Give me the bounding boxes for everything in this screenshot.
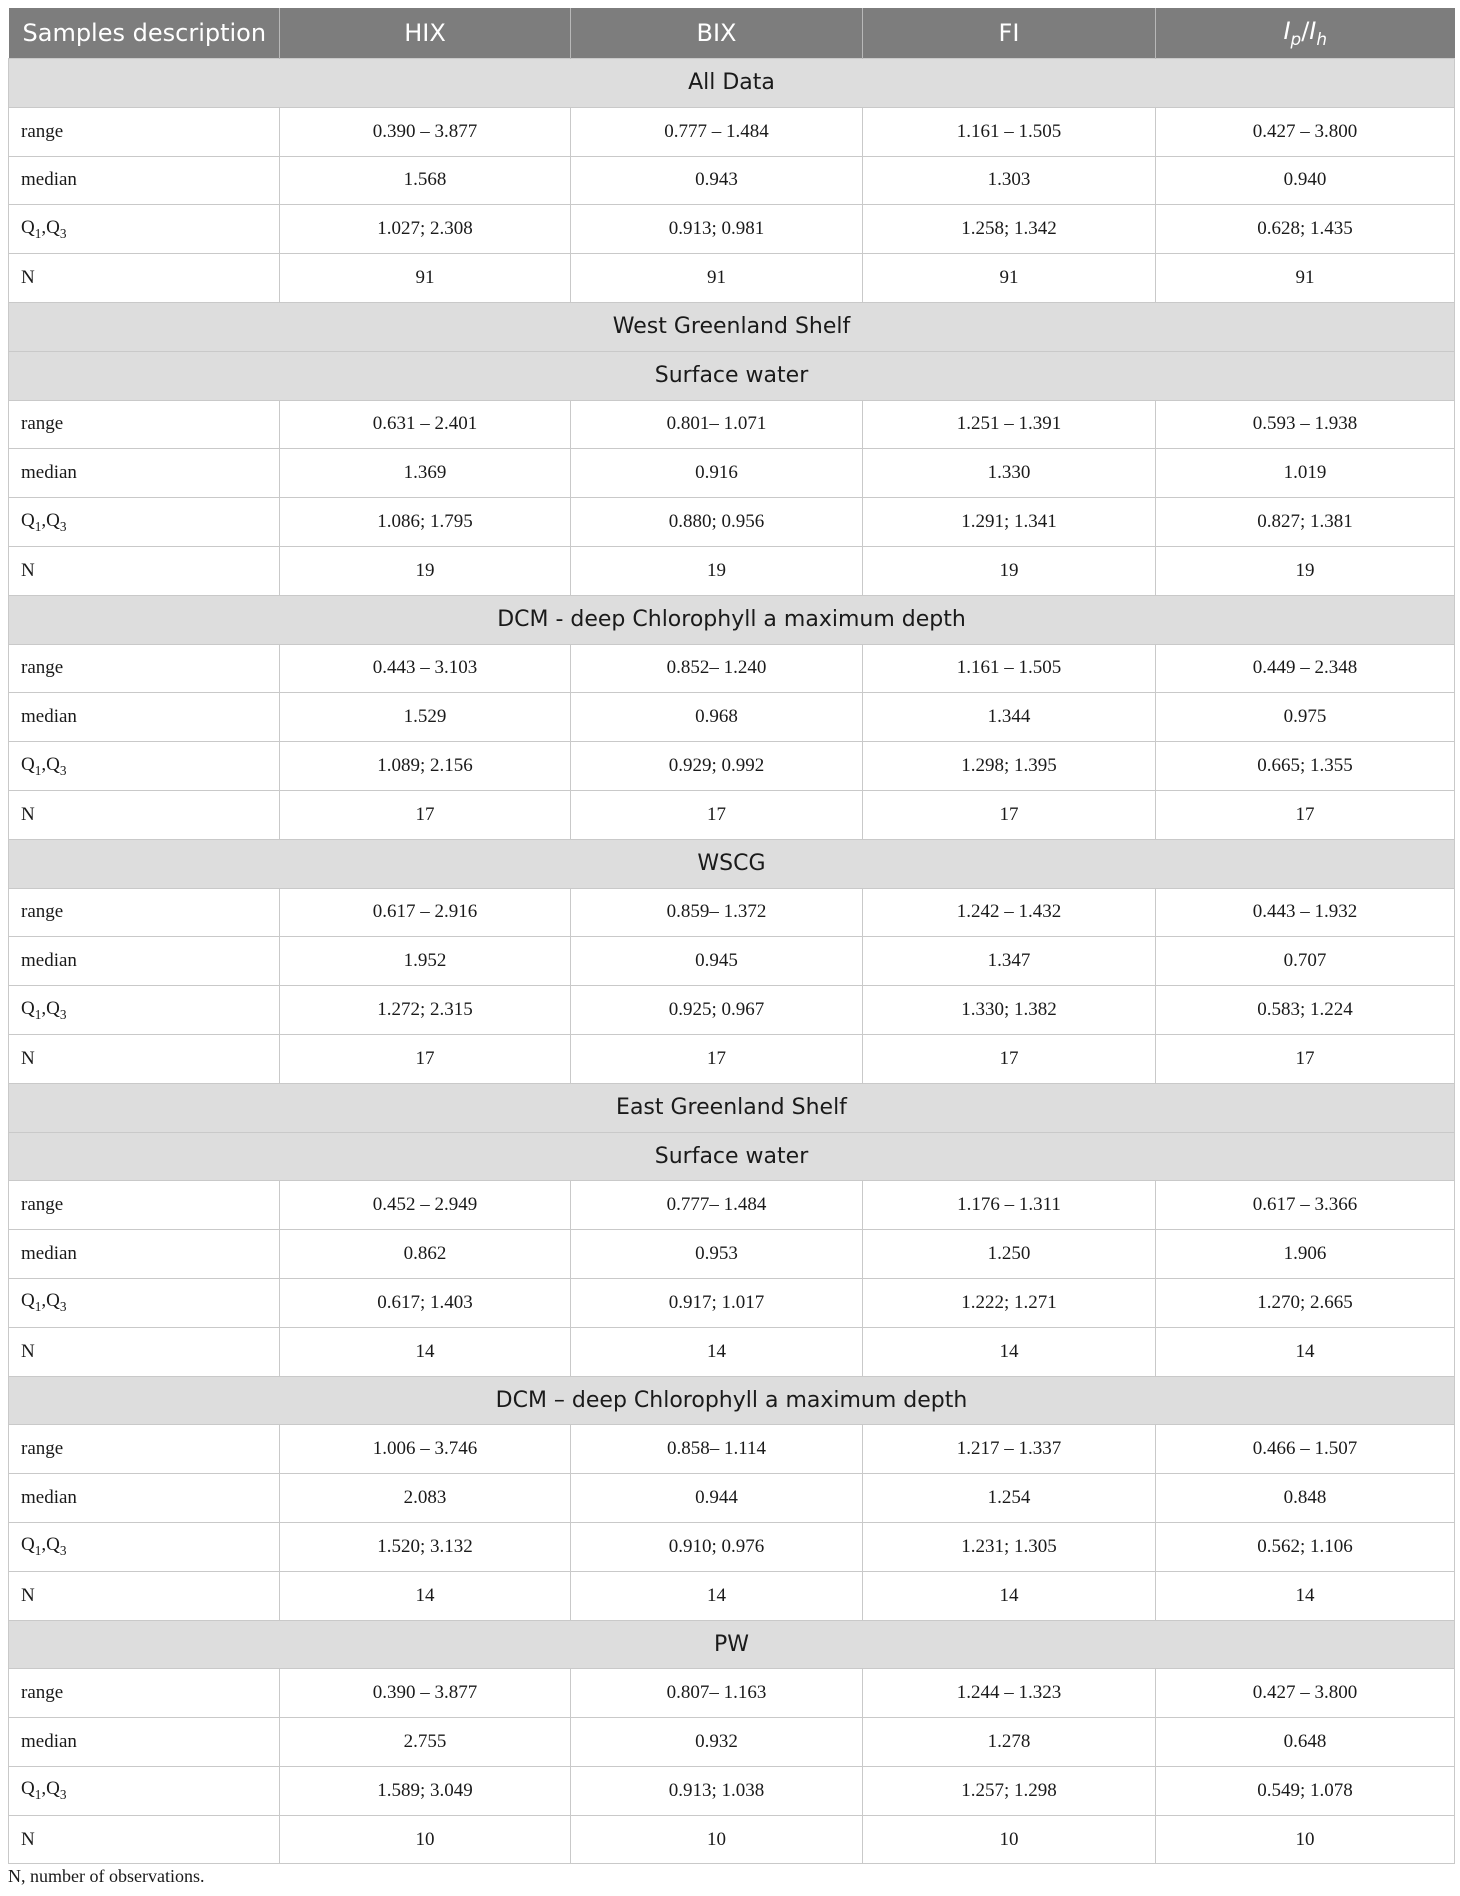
value-cell: 0.913; 0.981 xyxy=(571,205,863,254)
value-cell: 0.913; 1.038 xyxy=(571,1766,863,1815)
row-label: range xyxy=(9,1181,280,1230)
table-row xyxy=(9,498,1455,547)
row-label: range xyxy=(9,644,280,693)
value-cell: 1.251 – 1.391 xyxy=(863,400,1156,449)
header-samples-description: Samples description xyxy=(9,8,280,59)
value-cell: 1.369 xyxy=(280,449,571,498)
section-row xyxy=(9,1083,1455,1132)
table-row xyxy=(9,156,1455,205)
value-cell: 1.278 xyxy=(863,1718,1156,1767)
value-cell: 0.944 xyxy=(571,1474,863,1523)
value-cell: 1.906 xyxy=(1156,1230,1455,1279)
row-label: N xyxy=(9,1571,280,1620)
table-row xyxy=(9,205,1455,254)
table-row xyxy=(9,742,1455,791)
section-title: All Data xyxy=(9,59,1455,108)
value-cell: 1.330; 1.382 xyxy=(863,986,1156,1035)
value-cell: 0.858– 1.114 xyxy=(571,1425,863,1474)
row-label: N xyxy=(9,1815,280,1864)
table-row xyxy=(9,449,1455,498)
table-row xyxy=(9,790,1455,839)
value-cell: 19 xyxy=(280,546,571,595)
row-label: median xyxy=(9,449,280,498)
value-cell: 14 xyxy=(280,1571,571,1620)
table-row xyxy=(9,1327,1455,1376)
header-hix: HIX xyxy=(280,8,571,59)
value-cell: 17 xyxy=(1156,790,1455,839)
value-cell: 14 xyxy=(1156,1327,1455,1376)
value-cell: 1.161 – 1.505 xyxy=(863,644,1156,693)
value-cell: 0.916 xyxy=(571,449,863,498)
value-cell: 0.648 xyxy=(1156,1718,1455,1767)
table-row xyxy=(9,1766,1455,1815)
value-cell: 1.952 xyxy=(280,937,571,986)
row-label: range xyxy=(9,107,280,156)
value-cell: 0.443 – 1.932 xyxy=(1156,888,1455,937)
table-row xyxy=(9,1474,1455,1523)
value-cell: 17 xyxy=(571,790,863,839)
value-cell: 91 xyxy=(280,254,571,303)
value-cell: 0.943 xyxy=(571,156,863,205)
section-title: WSCG xyxy=(9,839,1455,888)
value-cell: 10 xyxy=(280,1815,571,1864)
table-body xyxy=(9,59,1455,1864)
row-label: $Q_1,Q_3$ xyxy=(9,498,280,547)
table-footnote: N, number of observations. xyxy=(8,1866,205,1886)
value-cell: 1.303 xyxy=(863,156,1156,205)
value-cell: 1.347 xyxy=(863,937,1156,986)
header-ip-ih: $I_p/I_h$ xyxy=(1156,8,1455,59)
value-cell: 1.250 xyxy=(863,1230,1156,1279)
section-row xyxy=(9,302,1455,351)
value-cell: 0.443 – 3.103 xyxy=(280,644,571,693)
section-row xyxy=(9,595,1455,644)
row-label: $Q_1,Q_3$ xyxy=(9,1766,280,1815)
row-label: N xyxy=(9,254,280,303)
value-cell: 0.617; 1.403 xyxy=(280,1278,571,1327)
row-label: N xyxy=(9,790,280,839)
row-label: $Q_1,Q_3$ xyxy=(9,742,280,791)
row-label: $Q_1,Q_3$ xyxy=(9,986,280,1035)
value-cell: 0.449 – 2.348 xyxy=(1156,644,1455,693)
value-cell: 1.086; 1.795 xyxy=(280,498,571,547)
value-cell: 17 xyxy=(863,1034,1156,1083)
value-cell: 17 xyxy=(1156,1034,1455,1083)
section-row xyxy=(9,1132,1455,1181)
table-row xyxy=(9,986,1455,1035)
table-row xyxy=(9,107,1455,156)
row-label: median xyxy=(9,1718,280,1767)
section-row xyxy=(9,1376,1455,1425)
value-cell: 1.589; 3.049 xyxy=(280,1766,571,1815)
row-label: range xyxy=(9,888,280,937)
value-cell: 14 xyxy=(1156,1571,1455,1620)
value-cell: 14 xyxy=(863,1327,1156,1376)
value-cell: 0.801– 1.071 xyxy=(571,400,863,449)
value-cell: 1.291; 1.341 xyxy=(863,498,1156,547)
value-cell: 1.027; 2.308 xyxy=(280,205,571,254)
value-cell: 0.968 xyxy=(571,693,863,742)
value-cell: 0.777 – 1.484 xyxy=(571,107,863,156)
table-row xyxy=(9,693,1455,742)
value-cell: 0.777– 1.484 xyxy=(571,1181,863,1230)
table-row xyxy=(9,1034,1455,1083)
value-cell: 0.427 – 3.800 xyxy=(1156,107,1455,156)
value-cell: 17 xyxy=(280,1034,571,1083)
section-title: Surface water xyxy=(9,351,1455,400)
row-label: range xyxy=(9,1669,280,1718)
table-row xyxy=(9,888,1455,937)
value-cell: 1.568 xyxy=(280,156,571,205)
value-cell: 0.631 – 2.401 xyxy=(280,400,571,449)
table-row xyxy=(9,1230,1455,1279)
value-cell: 1.006 – 3.746 xyxy=(280,1425,571,1474)
section-title: Surface water xyxy=(9,1132,1455,1181)
value-cell: 1.344 xyxy=(863,693,1156,742)
value-cell: 1.242 – 1.432 xyxy=(863,888,1156,937)
value-cell: 0.929; 0.992 xyxy=(571,742,863,791)
value-cell: 0.562; 1.106 xyxy=(1156,1522,1455,1571)
data-table-container xyxy=(8,8,1454,1864)
value-cell: 0.975 xyxy=(1156,693,1455,742)
value-cell: 19 xyxy=(863,546,1156,595)
section-title: West Greenland Shelf xyxy=(9,302,1455,351)
row-label: median xyxy=(9,937,280,986)
value-cell: 1.231; 1.305 xyxy=(863,1522,1156,1571)
header-row xyxy=(9,8,1455,59)
value-cell: 0.628; 1.435 xyxy=(1156,205,1455,254)
section-row xyxy=(9,351,1455,400)
table-row xyxy=(9,1718,1455,1767)
value-cell: 1.258; 1.342 xyxy=(863,205,1156,254)
row-label: median xyxy=(9,156,280,205)
value-cell: 91 xyxy=(1156,254,1455,303)
row-label: $Q_1,Q_3$ xyxy=(9,1278,280,1327)
row-label: N xyxy=(9,546,280,595)
value-cell: 1.089; 2.156 xyxy=(280,742,571,791)
value-cell: 0.427 – 3.800 xyxy=(1156,1669,1455,1718)
value-cell: 0.917; 1.017 xyxy=(571,1278,863,1327)
value-cell: 0.466 – 1.507 xyxy=(1156,1425,1455,1474)
table-row xyxy=(9,1278,1455,1327)
value-cell: 10 xyxy=(571,1815,863,1864)
value-cell: 0.707 xyxy=(1156,937,1455,986)
table-row xyxy=(9,937,1455,986)
value-cell: 14 xyxy=(571,1327,863,1376)
fluorescence-indices-table xyxy=(8,8,1455,1864)
value-cell: 0.665; 1.355 xyxy=(1156,742,1455,791)
table-row xyxy=(9,644,1455,693)
value-cell: 0.880; 0.956 xyxy=(571,498,863,547)
section-title: East Greenland Shelf xyxy=(9,1083,1455,1132)
table-row xyxy=(9,1425,1455,1474)
value-cell: 0.945 xyxy=(571,937,863,986)
section-title: PW xyxy=(9,1620,1455,1669)
value-cell: 0.848 xyxy=(1156,1474,1455,1523)
value-cell: 14 xyxy=(571,1571,863,1620)
value-cell: 0.593 – 1.938 xyxy=(1156,400,1455,449)
value-cell: 1.529 xyxy=(280,693,571,742)
value-cell: 0.827; 1.381 xyxy=(1156,498,1455,547)
value-cell: 0.452 – 2.949 xyxy=(280,1181,571,1230)
value-cell: 17 xyxy=(280,790,571,839)
table-row xyxy=(9,546,1455,595)
value-cell: 1.244 – 1.323 xyxy=(863,1669,1156,1718)
value-cell: 91 xyxy=(571,254,863,303)
value-cell: 1.161 – 1.505 xyxy=(863,107,1156,156)
value-cell: 2.755 xyxy=(280,1718,571,1767)
value-cell: 19 xyxy=(1156,546,1455,595)
value-cell: 0.852– 1.240 xyxy=(571,644,863,693)
row-label: N xyxy=(9,1327,280,1376)
section-row xyxy=(9,839,1455,888)
row-label: median xyxy=(9,693,280,742)
value-cell: 0.807– 1.163 xyxy=(571,1669,863,1718)
value-cell: 0.932 xyxy=(571,1718,863,1767)
value-cell: 10 xyxy=(1156,1815,1455,1864)
value-cell: 0.390 – 3.877 xyxy=(280,107,571,156)
section-row xyxy=(9,59,1455,108)
value-cell: 91 xyxy=(863,254,1156,303)
value-cell: 0.390 – 3.877 xyxy=(280,1669,571,1718)
table-row xyxy=(9,1815,1455,1864)
row-label: $Q_1,Q_3$ xyxy=(9,1522,280,1571)
row-label: range xyxy=(9,1425,280,1474)
value-cell: 14 xyxy=(280,1327,571,1376)
table-row xyxy=(9,254,1455,303)
value-cell: 1.217 – 1.337 xyxy=(863,1425,1156,1474)
header-fi: FI xyxy=(863,8,1156,59)
value-cell: 0.925; 0.967 xyxy=(571,986,863,1035)
value-cell: 1.298; 1.395 xyxy=(863,742,1156,791)
value-cell: 1.272; 2.315 xyxy=(280,986,571,1035)
section-title: DCM – deep Chlorophyll a maximum depth xyxy=(9,1376,1455,1425)
section-row xyxy=(9,1620,1455,1669)
value-cell: 1.270; 2.665 xyxy=(1156,1278,1455,1327)
value-cell: 1.330 xyxy=(863,449,1156,498)
value-cell: 0.583; 1.224 xyxy=(1156,986,1455,1035)
value-cell: 0.859– 1.372 xyxy=(571,888,863,937)
table-row xyxy=(9,1522,1455,1571)
section-title: DCM - deep Chlorophyll a maximum depth xyxy=(9,595,1455,644)
value-cell: 1.520; 3.132 xyxy=(280,1522,571,1571)
value-cell: 0.910; 0.976 xyxy=(571,1522,863,1571)
table-row xyxy=(9,400,1455,449)
value-cell: 1.019 xyxy=(1156,449,1455,498)
table-row xyxy=(9,1571,1455,1620)
row-label: N xyxy=(9,1034,280,1083)
value-cell: 17 xyxy=(571,1034,863,1083)
header-bix: BIX xyxy=(571,8,863,59)
value-cell: 2.083 xyxy=(280,1474,571,1523)
row-label: $Q_1,Q_3$ xyxy=(9,205,280,254)
value-cell: 0.862 xyxy=(280,1230,571,1279)
value-cell: 1.176 – 1.311 xyxy=(863,1181,1156,1230)
value-cell: 14 xyxy=(863,1571,1156,1620)
row-label: range xyxy=(9,400,280,449)
value-cell: 0.940 xyxy=(1156,156,1455,205)
value-cell: 17 xyxy=(863,790,1156,839)
row-label: median xyxy=(9,1474,280,1523)
value-cell: 1.222; 1.271 xyxy=(863,1278,1156,1327)
value-cell: 0.953 xyxy=(571,1230,863,1279)
value-cell: 0.617 – 2.916 xyxy=(280,888,571,937)
value-cell: 10 xyxy=(863,1815,1156,1864)
value-cell: 0.549; 1.078 xyxy=(1156,1766,1455,1815)
table-row xyxy=(9,1181,1455,1230)
row-label: median xyxy=(9,1230,280,1279)
value-cell: 1.254 xyxy=(863,1474,1156,1523)
table-row xyxy=(9,1669,1455,1718)
value-cell: 1.257; 1.298 xyxy=(863,1766,1156,1815)
value-cell: 19 xyxy=(571,546,863,595)
value-cell: 0.617 – 3.366 xyxy=(1156,1181,1455,1230)
